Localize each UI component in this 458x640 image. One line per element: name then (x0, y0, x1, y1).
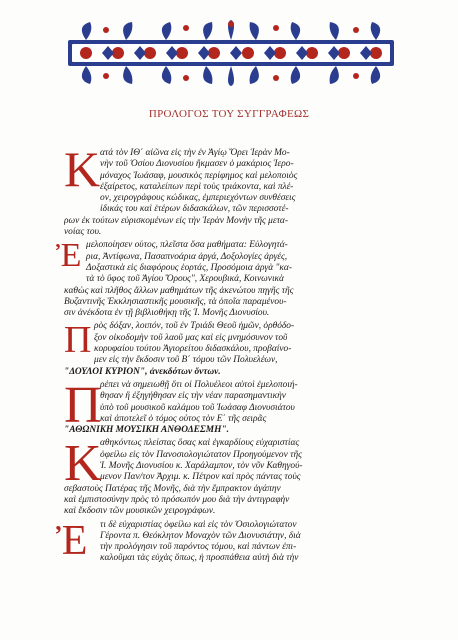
text-line: μόναχος Ἰωάσαφ, μουσικὸς περίφημος καὶ μελοποιὸς (100, 170, 298, 181)
text-line: ὀφείλω εἰς τὸν Πανοσιολογιώτατον Προηγούμενον τῆς (100, 449, 302, 460)
text-line: καὶ ἀποτελεῖ ὁ τόμος οὗτος τὸν Ε΄ τῆς σειρᾶς (100, 413, 267, 424)
text-line: ὑπὸ τοῦ μουσικοῦ καλάμου τοῦ Ἰωάσαφ Διονυσιάτου (100, 402, 295, 413)
text-line: αθηκόντως πλείστας ὅσας καὶ ἐγκαρδίους εὐχαριστίας (100, 438, 300, 449)
text-line: καλοῦμαι τὰς εὐχὰς ὅπως, ἡ προσπάθεια αὐτὴ διὰ τὴν (100, 553, 299, 564)
text-line: ἐξαίρετος, καταλείπων περὶ τοὺς τριάκοντα, καὶ πλέ- (100, 181, 294, 192)
text-line: μεν εἰς τὴν ἔκδοσιν τοῦ Β΄ τόμου τῶν Πολυελέων, (94, 355, 278, 366)
text-line: "ΑΘΩΝΙΚΗ ΜΟΥΣΙΚΗ ΑΝΘΟΔΕΣΜΗ". (64, 425, 229, 436)
text-line: τὴν προλόγησιν τοῦ παρόντος τόμου, καὶ πάντων ἐπι- (100, 542, 297, 553)
text-line: "ΔΟΥΛΟΙ ΚΥΡΙΟΝ", ἀνεκδότων ὄντων. (64, 366, 221, 377)
text-line: νοίας του. (64, 227, 102, 238)
text-line: ατά τὸν ΙΘ΄ αἰῶνα εἰς τὴν ἐν Ἁγίῳ Ὄρει Ἱερὰν Μο- (100, 148, 290, 158)
paragraph-2 (56, 237, 396, 319)
drop-cap: Κ (64, 435, 102, 493)
text-line: θησαν ἢ ἐξηγήθησαν εἰς τὴν νέαν παρασημαντικὴν (100, 391, 286, 402)
drop-cap: Ἐ (56, 237, 82, 275)
text-line: ρὸς δόξαν, λοιπόν, τοῦ ἐν Τριάδι Θεοῦ ἡμῶν, ὀρθόδο- (94, 321, 295, 332)
text-line: ρέπει νὰ σημειωθῇ ὅτι οἱ Πολυέλεοι αὐτοὶ ἐμελοποιή- (100, 379, 298, 390)
text-line: σεβαστοὺς Πατέρας τῆς Μονῆς, διὰ τὴν ἔμπρακτον ἀγάπην (64, 483, 281, 494)
paragraph-1 (64, 141, 396, 238)
text-line: μελοποίησεν οὗτος, πλεῖστα ὅσα μαθήματα: Εὐλογητά- (86, 240, 288, 251)
body-text (56, 141, 396, 567)
text-line: ρων ἐκ τούτων εὑρισκομένων εἰς τὴν Ἱερὰν Μονὴν τῆς μετα- (64, 215, 288, 226)
paragraph-4 (64, 376, 396, 436)
text-line: ρια, Ἀντίφωνα, Πασαπνοάρια ἀργά, Δοξολογίες ἀργές, (86, 251, 288, 262)
text-line: ον, χειρογράφους κώδικας, ἐμπεριεχόντων συνθέσεις (100, 193, 296, 204)
text-line: Βυζαντινῆς Ἐκκλησιαστικῆς μουσικῆς, τὰ ὁποῖα παραμένου- (64, 296, 287, 307)
text-line: νὴν τοῦ Ὁσίου Διονυσίου ἤκμασεν ὁ μακάριος Ἱερο- (100, 159, 294, 170)
text-line: μενον Παν/τον Ἀρχιμ. κ. Πέτρον καὶ πρὸς πάντας τοὺς (100, 472, 301, 483)
paragraph-5 (64, 435, 396, 517)
paragraph-3 (64, 321, 396, 377)
paragraph-6 (56, 517, 396, 565)
text-line: τὰ τὸ ὕφος τοῦ Ἁγίου Ὄρους", Χερουβικά, Κοινωνικὰ (86, 274, 284, 285)
text-line: καὶ ἐμπιστοσύνην πρὸς τὸ πρόσωπόν μου διὰ τὴν ἀντιγραφὴν (64, 494, 290, 505)
text-line: Γέροντα π. Θεόκλητον Μοναχὸν τῶν Διονυσιάτην, διὰ (100, 530, 301, 541)
page-title: ΠΡΟΛΟΓΟΣ ΤΟΥ ΣΥΓΓΡΑΦΕΩΣ (148, 108, 310, 120)
ornamental-headpiece (66, 20, 396, 86)
text-line: καὶ ἔκδοσιν τῶν μουσικῶν χειρογράφων. (64, 506, 216, 517)
text-line: καθὼς καὶ πλῆθος ἄλλων μαθημάτων τῆς ἀκενώτου πηγῆς τῆς (64, 285, 294, 296)
drop-cap: Π (64, 376, 102, 434)
text-line: σιν ἀνέκδοτα ἐν τῇ βιβλιοθήκῃ τῆς Ἱ. Μονῆς Διονυσίου. (64, 308, 270, 319)
text-line: ἰδικάς του καὶ ἑτέρων διδασκάλων, τῶν περισσοτέ- (100, 204, 289, 215)
drop-cap: Ἐ (56, 517, 88, 564)
text-line: Δοξαστικὰ εἰς διαφόρους ἑορτάς, Προσόμοια ἀργὰ "κα- (86, 262, 292, 273)
text-line: ξον οἰκοδομὴν τοῦ λαοῦ μας καὶ εἰς μνημόσυνον τοῦ (94, 332, 288, 343)
drop-cap: Κ (64, 141, 101, 197)
text-line: τι δὲ εὐχαριστίας ὀφείλω καὶ εἰς τὸν Ὁσιολογιώτατον (100, 519, 297, 530)
text-line: κορυφαίου τούτου Ἁγιορείτου διδασκάλου, προβαίνο- (94, 344, 292, 355)
drop-cap: Π (64, 319, 92, 362)
text-line: Ἱ. Μονῆς Διονυσίου κ. Χαράλαμπον, τὸν νῦν Καθηγού- (100, 461, 303, 472)
